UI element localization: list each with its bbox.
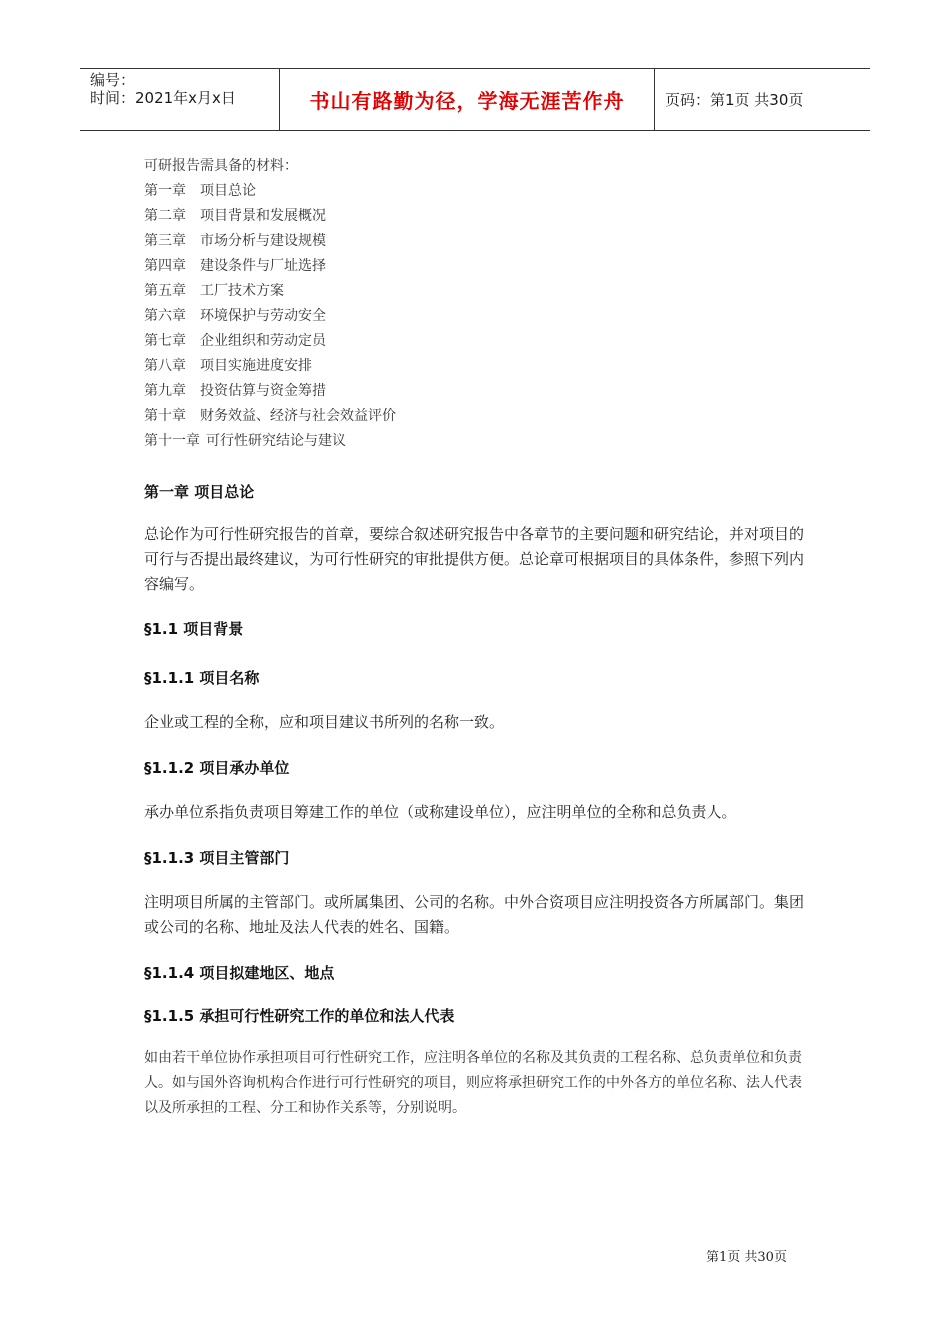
paragraph: 承办单位系指负责项目筹建工作的单位（或称建设单位），应注明单位的全称和总负责人。: [144, 803, 737, 821]
page-header: [80, 68, 870, 131]
toc-item: [144, 179, 814, 204]
page-footer: 第1页 共30页: [706, 1250, 787, 1265]
header-motto: 书山有路勤为径，学海无涯苦作舟: [280, 69, 655, 130]
toc-num: 第三章: [144, 233, 186, 249]
toc-title: 企业组织和劳动定员: [200, 333, 326, 349]
header-meta: [80, 69, 280, 130]
toc-title: 市场分析与建设规模: [200, 233, 326, 249]
time-label: 时间：2021年x月x日: [90, 89, 236, 107]
toc-title: 可行性研究结论与建议: [206, 433, 346, 449]
toc-title: 财务效益、经济与社会效益评价: [200, 408, 396, 424]
toc-num: 第四章: [144, 258, 186, 274]
toc-title: 项目实施进度安排: [200, 358, 312, 374]
toc-intro: 可研报告需具备的材料：: [144, 158, 298, 174]
chapter-title: 第一章 项目总论: [144, 483, 255, 501]
toc-item: [144, 379, 814, 404]
toc-title: 项目背景和发展概况: [200, 208, 326, 224]
subsection-heading: §1.1.1 项目名称: [144, 669, 260, 687]
toc-num: 第二章: [144, 208, 186, 224]
header-page-info: 页码：第1页 共30页: [665, 91, 804, 109]
toc-title: 项目总论: [200, 183, 256, 199]
section-heading: §1.1 项目背景: [144, 620, 244, 638]
bianhao-label: 编号：: [90, 71, 136, 89]
toc-title: 工厂技术方案: [200, 283, 284, 299]
paragraph: 如由若干单位协作承担项目可行性研究工作，应注明各单位的名称及其负责的工程名称、总负责单位和负责人。如与国外咨询机构合作进行可行性研究的项目，则应将承担研究工作的中外各方的单位名称、法人代表以及所承担的工程、分工和协作关系等，分别说明。: [144, 1050, 802, 1116]
toc-num: 第七章: [144, 333, 186, 349]
toc-item: [144, 304, 814, 329]
toc-item: [144, 404, 814, 429]
toc-title: 建设条件与厂址选择: [200, 258, 326, 274]
toc-title: 环境保护与劳动安全: [200, 308, 326, 324]
toc-num: 第一章: [144, 183, 186, 199]
subsection-heading: §1.1.5 承担可行性研究工作的单位和法人代表: [144, 1007, 455, 1025]
paragraph: 企业或工程的全称，应和项目建议书所列的名称一致。: [144, 713, 505, 731]
subsection-heading: §1.1.3 项目主管部门: [144, 849, 290, 867]
paragraph: 注明项目所属的主管部门。或所属集团、公司的名称。中外合资项目应注明投资各方所属部门。集团或公司的名称、地址及法人代表的姓名、国籍。: [144, 893, 805, 936]
toc-item: [144, 254, 814, 279]
toc-num: 第八章: [144, 358, 186, 374]
toc-item: [144, 429, 814, 454]
document-body: [144, 154, 814, 1121]
toc: [144, 154, 814, 454]
toc-num: 第六章: [144, 308, 186, 324]
toc-item: [144, 229, 814, 254]
toc-num: 第九章: [144, 383, 186, 399]
toc-item: [144, 354, 814, 379]
toc-num: 第五章: [144, 283, 186, 299]
toc-item: [144, 329, 814, 354]
subsection-heading: §1.1.2 项目承办单位: [144, 759, 290, 777]
toc-num: 第十章: [144, 408, 186, 424]
toc-item: [144, 279, 814, 304]
toc-num: 第十一章: [144, 433, 200, 449]
chapter-intro: 总论作为可行性研究报告的首章，要综合叙述研究报告中各章节的主要问题和研究结论，并对项目的可行与否提出最终建议，为可行性研究的审批提供方便。总论章可根据项目的具体条件，参照下列内容编写。: [144, 525, 805, 593]
subsection-heading: §1.1.4 项目拟建地区、地点: [144, 964, 335, 982]
toc-item: [144, 204, 814, 229]
toc-title: 投资估算与资金筹措: [200, 383, 326, 399]
